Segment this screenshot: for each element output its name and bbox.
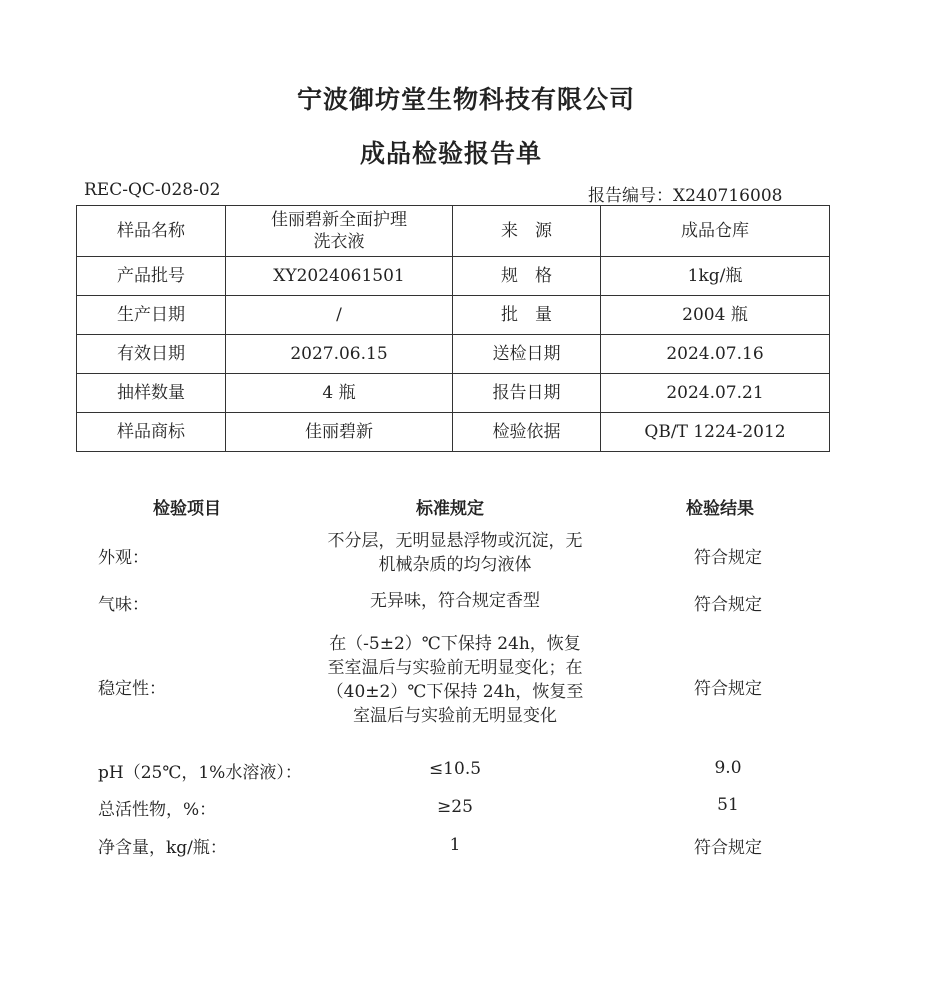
table-row [77, 296, 830, 335]
result-standard: 在（-5±2）℃下保持 24h，恢复 至室温后与实验前无明显变化；在 （40±2）℃下保持 24h，恢复至 室温后与实验前无明显变化 [326, 634, 584, 726]
label-cell: 抽样数量 [77, 374, 226, 413]
result-value: 51 [717, 795, 739, 815]
result-standard: ≥25 [437, 797, 473, 817]
value-cell: 2004 瓶 [601, 296, 830, 335]
value-cell: 2027.06.15 [226, 335, 453, 374]
label-cell: 样品商标 [77, 413, 226, 452]
value-cell: QB/T 1224-2012 [601, 413, 830, 452]
value-cell: 4 瓶 [226, 374, 453, 413]
label-cell: 报告日期 [453, 374, 601, 413]
label-cell: 来 源 [453, 206, 601, 257]
value-cell: / [226, 296, 453, 335]
value-cell: 2024.07.16 [601, 335, 830, 374]
table-row [77, 374, 830, 413]
label-cell: 批 量 [453, 296, 601, 335]
result-value: 9.0 [714, 758, 742, 778]
sample-info-table [76, 205, 830, 452]
label-cell: 规 格 [453, 257, 601, 296]
result-item: pH（25℃，1%水溶液）： [98, 763, 302, 783]
value-cell: 1kg/瓶 [601, 257, 830, 296]
table-row [77, 335, 830, 374]
report-title: 成品检验报告单 [359, 139, 542, 168]
result-standard: 无异味，符合规定香型 [370, 591, 540, 611]
result-value: 符合规定 [694, 595, 762, 615]
result-item: 气味： [98, 595, 149, 615]
table-row [77, 206, 830, 257]
table-row [77, 257, 830, 296]
value-cell: 佳丽碧新 [226, 413, 453, 452]
result-standard: ≤10.5 [428, 759, 482, 779]
label-cell: 样品名称 [77, 206, 226, 257]
label-cell: 检验依据 [453, 413, 601, 452]
company-name: 宁波御坊堂生物科技有限公司 [296, 85, 635, 114]
value-cell: 佳丽碧新全面护理 洗衣液 [226, 206, 453, 257]
result-value: 符合规定 [694, 679, 762, 699]
label-cell: 送检日期 [453, 335, 601, 374]
results-header-result: 检验结果 [686, 499, 754, 519]
result-item: 稳定性： [98, 679, 166, 699]
result-standard: 不分层，无明显悬浮物或沉淀，无 机械杂质的均匀液体 [327, 531, 583, 575]
value-cell: 2024.07.21 [601, 374, 830, 413]
result-item: 外观： [98, 548, 149, 568]
label-cell: 有效日期 [77, 335, 226, 374]
value-cell: XY2024061501 [226, 257, 453, 296]
table-row [77, 413, 830, 452]
report-number: 报告编号：X240716008 [588, 186, 783, 206]
doc-code: REC-QC-028-02 [84, 180, 221, 200]
results-header-standard: 标准规定 [416, 499, 484, 519]
result-item: 净含量，kg/瓶： [98, 838, 227, 858]
result-item: 总活性物，%： [98, 800, 217, 820]
result-standard: 1 [449, 835, 461, 855]
value-cell: 成品仓库 [601, 206, 830, 257]
result-value: 符合规定 [694, 838, 762, 858]
label-cell: 生产日期 [77, 296, 226, 335]
label-cell: 产品批号 [77, 257, 226, 296]
results-header-item: 检验项目 [153, 499, 221, 519]
result-value: 符合规定 [694, 548, 762, 568]
